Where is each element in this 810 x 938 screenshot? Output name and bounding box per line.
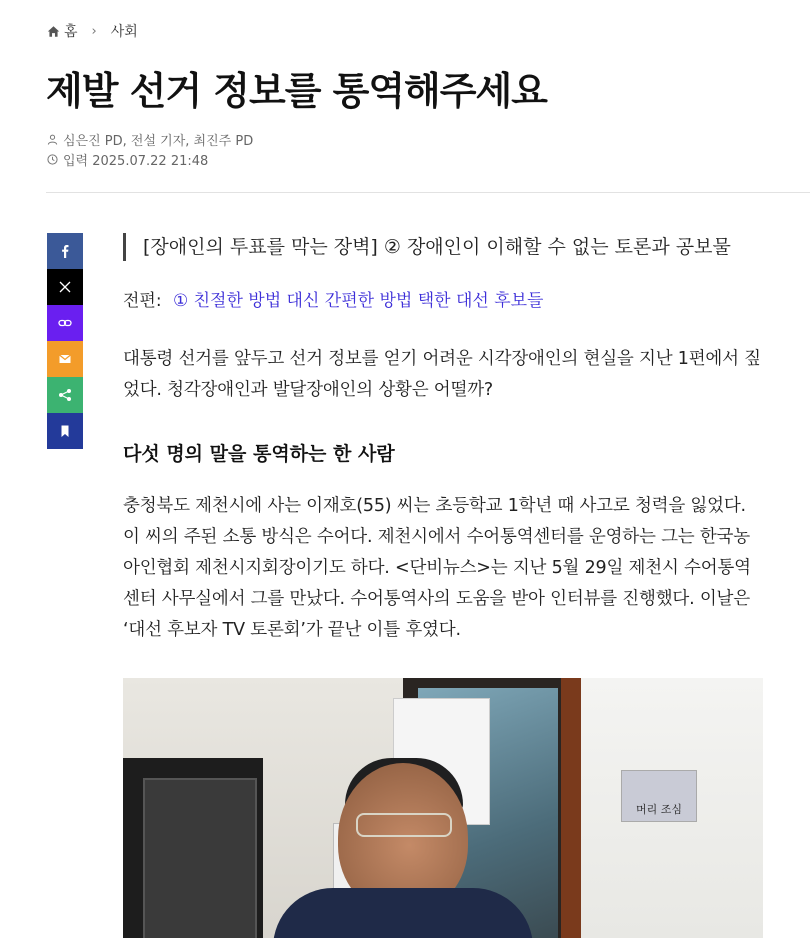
breadcrumb-section-link[interactable]: 사회 bbox=[110, 24, 138, 40]
bookmark-icon bbox=[58, 424, 72, 438]
previous-article-link[interactable]: ① 친절한 방법 대신 간편한 방법 택한 대선 후보들 bbox=[172, 291, 544, 311]
article-title: 제발 선거 정보를 통역해주세요 bbox=[46, 69, 547, 113]
chevron-right-icon: › bbox=[91, 23, 97, 39]
clock-icon bbox=[47, 154, 58, 165]
article-body bbox=[123, 230, 763, 938]
article-photo bbox=[123, 678, 763, 938]
publish-date: 입력 2025.07.22 21:48 bbox=[63, 154, 209, 169]
email-icon bbox=[58, 352, 72, 366]
home-icon[interactable] bbox=[47, 25, 60, 38]
previous-article bbox=[123, 286, 763, 311]
email-share-button[interactable] bbox=[47, 341, 83, 377]
paragraph-body: 충청북도 제천시에 사는 이재호(55) 씨는 초등학교 1학년 때 사고로 청력을 잃었다. 이 씨의 주된 소통 방식은 수어다. 제천시에서 수어통역센터를 운영하는 그는 한국농아인협회 제천시지회장이기도 하다. <단비뉴스>는 지난 5월 29일 제천시 수어통역센터 사무실에서 그를 만났다. 수어통역사의 도움을 받아 인터뷰를 진행했다. 이날은 ‘대선 후보자 TV 토론회’가 끝난 이틀 후였다. bbox=[123, 496, 751, 640]
person-icon bbox=[47, 134, 58, 145]
copy-link-button[interactable] bbox=[47, 305, 83, 341]
breadcrumb-home-link[interactable]: 홈 bbox=[64, 24, 78, 40]
photo-sign: 머리 조심 bbox=[621, 770, 697, 822]
byline bbox=[47, 130, 253, 149]
share-button[interactable] bbox=[47, 377, 83, 413]
series-subtitle: [장애인의 투표를 막는 장벽] ② 장애인이 이해할 수 없는 토론과 공보물 bbox=[123, 233, 763, 261]
facebook-icon bbox=[58, 244, 72, 258]
header-divider bbox=[46, 192, 810, 193]
breadcrumb bbox=[47, 20, 138, 42]
publish-info bbox=[47, 150, 208, 169]
share-icon bbox=[58, 388, 72, 402]
x-logo-icon bbox=[58, 280, 72, 294]
section-heading: 다섯 명의 말을 통역하는 한 사람 bbox=[123, 443, 395, 465]
author-names: 심은진 PD, 전설 기자, 최진주 PD bbox=[63, 134, 254, 149]
share-bar bbox=[47, 233, 83, 449]
previous-label: 전편: bbox=[123, 291, 162, 311]
bookmark-button[interactable] bbox=[47, 413, 83, 449]
facebook-share-button[interactable] bbox=[47, 233, 83, 269]
link-icon bbox=[58, 316, 72, 330]
paragraph-intro: 대통령 선거를 앞두고 선거 정보를 얻기 어려운 시각장애인의 현실을 지난 1편에서 짚었다. 청각장애인과 발달장애인의 상황은 어떨까? bbox=[123, 349, 761, 400]
x-share-button[interactable] bbox=[47, 269, 83, 305]
